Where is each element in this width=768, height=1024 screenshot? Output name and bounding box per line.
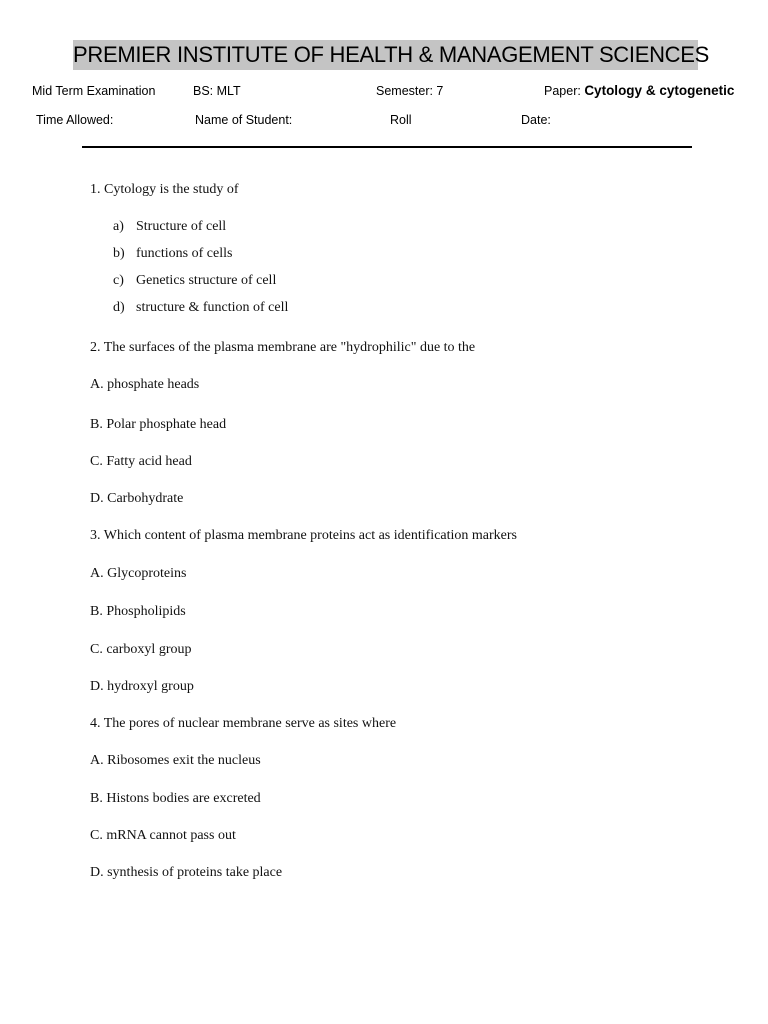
option-text: Structure of cell xyxy=(136,219,227,234)
option-letter: d) xyxy=(113,300,125,315)
date-label: Date: xyxy=(521,113,551,127)
student-name-label: Name of Student: xyxy=(195,113,293,127)
paper xyxy=(544,83,734,98)
option-text: D. Carbohydrate xyxy=(90,491,184,506)
option-text: structure & function of cell xyxy=(136,300,289,315)
question-3: 3. Which content of plasma membrane proteins act as identification markers xyxy=(90,528,517,543)
option-letter: c) xyxy=(113,273,124,288)
option-text: B. Phospholipids xyxy=(90,604,186,619)
option-text: B. Polar phosphate head xyxy=(90,417,227,432)
option-letter: b) xyxy=(113,246,125,261)
header-divider xyxy=(82,146,692,148)
question-4: 4. The pores of nuclear membrane serve as sites where xyxy=(90,716,397,731)
exam-type: Mid Term Examination xyxy=(32,84,156,98)
institute-title: PREMIER INSTITUTE OF HEALTH & MANAGEMENT SCIENCES xyxy=(73,40,698,70)
option-text: C. mRNA cannot pass out xyxy=(90,828,236,843)
option-text: C. Fatty acid head xyxy=(90,454,192,469)
option-letter: a) xyxy=(113,219,124,234)
paper-name: Cytology & cytogenetic xyxy=(584,83,735,98)
time-allowed-label: Time Allowed: xyxy=(36,113,114,127)
roll-label: Roll xyxy=(390,113,412,127)
option-text: A. phosphate heads xyxy=(90,377,200,392)
option-text: D. synthesis of proteins take place xyxy=(90,865,283,880)
option-text: B. Histons bodies are excreted xyxy=(90,791,261,806)
question-1: 1. Cytology is the study of xyxy=(90,182,239,197)
paper-label: Paper: xyxy=(544,84,585,98)
option-text: D. hydroxyl group xyxy=(90,679,194,694)
question-2: 2. The surfaces of the plasma membrane are "hydrophilic" due to the xyxy=(90,340,476,355)
option-text: C. carboxyl group xyxy=(90,642,192,657)
option-text: Genetics structure of cell xyxy=(136,273,277,288)
program: BS: MLT xyxy=(193,84,241,98)
semester: Semester: 7 xyxy=(376,84,444,98)
option-text: functions of cells xyxy=(136,246,233,261)
option-text: A. Ribosomes exit the nucleus xyxy=(90,753,261,768)
option-text: A. Glycoproteins xyxy=(90,566,187,581)
